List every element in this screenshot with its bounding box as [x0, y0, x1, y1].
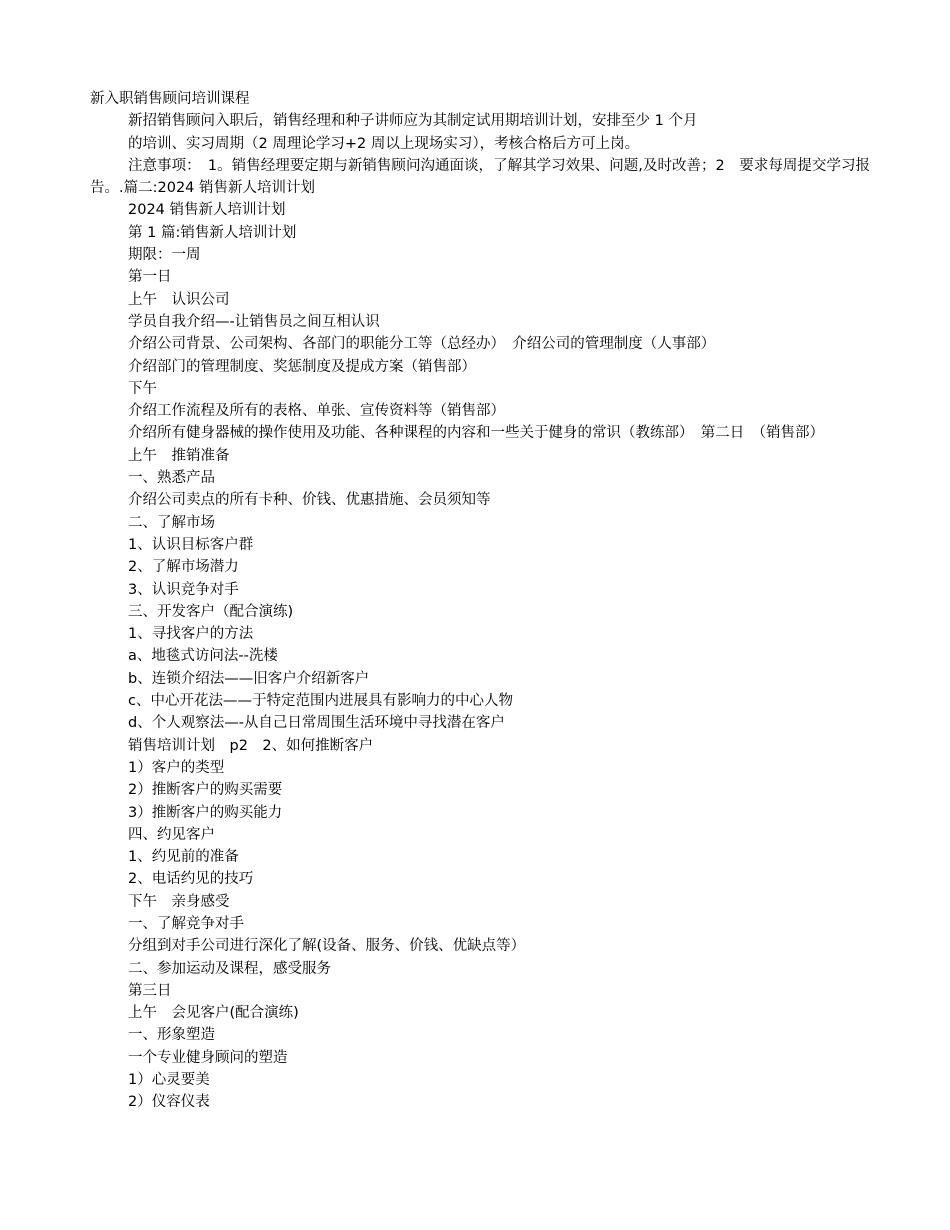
equipment-paragraph: 介绍所有健身器械的操作使用及功能、各种课程的内容和一些关于健身的常识（教练部） 第二日 （销售部）	[128, 425, 824, 442]
text-line: 期限：一周	[128, 247, 201, 264]
text-line: b、连锁介绍法——旧客户介绍新客户	[128, 670, 370, 687]
text-line: 介绍公司卖点的所有卡种、价钱、优惠措施、会员须知等	[128, 492, 491, 509]
text-line: 2）仪容仪表	[128, 1094, 210, 1111]
text-line: a、地毯式访问法--洗楼	[128, 648, 278, 665]
text-line: 一、形象塑造	[128, 1027, 215, 1044]
text-line: c、中心开花法——于特定范围内进展具有影响力的中心人物	[128, 693, 513, 710]
text-line: 下午	[128, 380, 157, 397]
text-line: 3、认识竞争对手	[128, 581, 239, 598]
text-line: 2024 销售新人培训计划	[128, 202, 286, 219]
schedule-day-one	[90, 199, 870, 422]
text-line: 2、电话约见的技巧	[128, 871, 254, 888]
text-line: 一、了解竞争对手	[128, 915, 244, 932]
text-line: 1、约见前的准备	[128, 849, 239, 866]
text-line: 四、约见客户	[128, 826, 215, 843]
text-line: 一、熟悉产品	[128, 470, 215, 487]
text-line: 介绍部门的管理制度、奖惩制度及提成方案（销售部）	[128, 358, 476, 375]
text-line: 1）客户的类型	[128, 759, 225, 776]
text-line: 销售培训计划 p2 2、如何推断客户	[128, 737, 374, 754]
text-line: 二、参加运动及课程，感受服务	[128, 960, 331, 977]
text-line: 上午 会见客户(配合演练)	[128, 1005, 299, 1022]
text-line: d、个人观察法—-从自己日常周围生活环境中寻找潜在客户	[128, 715, 505, 732]
paragraph-line: 的培训、实习周期（2 周理论学习+2 周以上现场实习），考核合格后方可上岗。	[128, 135, 640, 152]
text-line: 2）推断客户的购买需要	[128, 782, 283, 799]
text-line: 上午 认识公司	[128, 291, 230, 308]
text-line: 第一日	[128, 269, 172, 286]
text-line: 介绍工作流程及所有的表格、单张、宣传资料等（销售部）	[128, 403, 505, 420]
text-line: 下午 亲身感受	[128, 893, 230, 910]
notice-paragraph: 注意事项： 1。销售经理要定期与新销售顾问沟通面谈，了解其学习效果、问题,及时改善；2 要求每周提交学习报告。.篇二:2024 销售新人培训计划	[90, 157, 870, 197]
paragraph-line: 新招销售顾问入职后，销售经理和种子讲师应为其制定试用期培训计划，安排至少 1 个月	[128, 113, 698, 130]
text-line: 二、了解市场	[128, 514, 215, 531]
text-line: 第三日	[128, 982, 172, 999]
schedule-day-two-three	[90, 445, 870, 1114]
text-line: 1、寻找客户的方法	[128, 626, 254, 643]
text-line: 第 1 篇:销售新人培训计划	[128, 224, 297, 241]
document-title: 新入职销售顾问培训课程	[90, 91, 250, 107]
text-line: 分组到对手公司进行深化了解(设备、服务、价钱、优缺点等）	[128, 938, 526, 955]
text-line: 1、认识目标客户群	[128, 536, 254, 553]
document-body	[90, 88, 870, 1114]
text-line: 介绍公司背景、公司架构、各部门的职能分工等（总经办） 介绍公司的管理制度（人事部）	[128, 336, 716, 353]
text-line: 2、了解市场潜力	[128, 559, 239, 576]
text-line: 三、开发客户（配合演练)	[128, 603, 294, 620]
text-line: 1）心灵要美	[128, 1072, 210, 1089]
text-line: 一个专业健身顾问的塑造	[128, 1049, 288, 1066]
text-line: 上午 推销准备	[128, 447, 230, 464]
text-line: 3）推断客户的购买能力	[128, 804, 283, 821]
text-line: 学员自我介绍—-让销售员之间互相认识	[128, 313, 380, 330]
